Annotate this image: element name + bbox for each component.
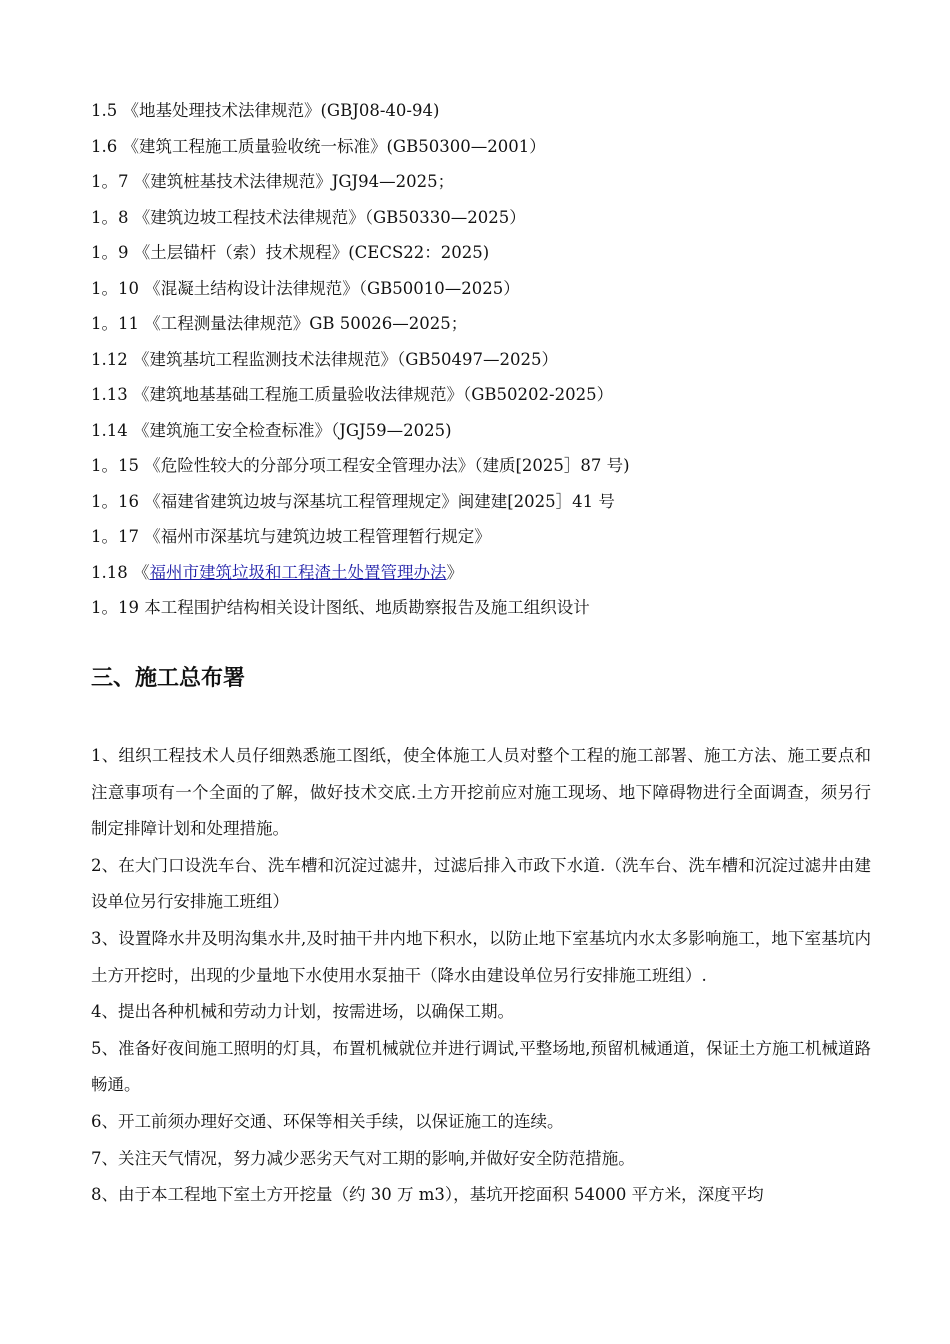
paragraph: 8、由于本工程地下室土方开挖量（约 30 万 m3），基坑开挖面积 54000 平方米，深度平均 <box>91 1185 764 1205</box>
section-body <box>91 738 871 1214</box>
reference-text: 《工程测量法律规范》GB 50026—2025； <box>144 314 468 333</box>
reference-number: 1。16 <box>91 491 139 511</box>
reference-item <box>91 204 871 240</box>
reference-text: 《福建省建筑边坡与深基坑工程管理规定》闽建建[2025］41 号 <box>144 491 615 511</box>
reference-text: 本工程围护结构相关设计图纸、地质勘察报告及施工组织设计 <box>144 598 590 617</box>
section-heading: 三、施工总布署 <box>91 665 246 691</box>
reference-number: 1.6 <box>91 136 118 156</box>
reference-item <box>91 133 871 169</box>
reference-text: 《建筑边坡工程技术法律规范》（GB50330—2025） <box>133 207 526 227</box>
reference-item <box>91 168 871 204</box>
reference-item <box>91 594 871 630</box>
reference-close-bracket: 》 <box>446 562 463 582</box>
reference-number: 1。7 <box>91 172 129 191</box>
reference-number: 1.14 <box>91 420 128 440</box>
reference-open-bracket: 《 <box>133 562 150 582</box>
reference-item <box>91 310 871 346</box>
reference-item <box>91 239 871 275</box>
reference-number: 1.18 <box>91 562 128 582</box>
reference-number: 1.5 <box>91 101 118 120</box>
paragraph: 2、在大门口设洗车台、洗车槽和沉淀过滤井，过滤后排入市政下水道.（洗车台、洗车槽和沉淀过滤井由建设单位另行安排施工班组） <box>91 855 871 912</box>
reference-item <box>91 417 871 453</box>
reference-text: 《建筑地基基础工程施工质量验收法律规范》（GB50202-2025） <box>133 385 614 404</box>
reference-item <box>91 97 871 133</box>
reference-text: 《危险性较大的分部分项工程安全管理办法》（建质[2025］87 号) <box>144 456 630 475</box>
paragraph: 6、开工前须办理好交通、环保等相关手续，以保证施工的连续。 <box>91 1111 564 1131</box>
reference-item <box>91 488 871 524</box>
reference-number: 1。8 <box>91 207 129 227</box>
reference-number: 1.12 <box>91 349 128 369</box>
reference-number: 1。9 <box>91 243 129 262</box>
paragraph: 4、提出各种机械和劳动力计划，按需进场，以确保工期。 <box>91 1002 514 1022</box>
paragraph: 5、准备好夜间施工照明的灯具，布置机械就位并进行调试,平整场地,预留机械通道，保证土方施工机械道路畅通。 <box>91 1038 871 1095</box>
reference-text: 《土层锚杆（索）技术规程》(CECS22：2025) <box>133 243 490 262</box>
reference-text: 《福州市深基坑与建筑边坡工程管理暂行规定》 <box>144 527 491 546</box>
reference-text: 《地基处理技术法律规范》(GBJ08-40-94) <box>122 101 440 120</box>
reference-number: 1.13 <box>91 385 128 404</box>
reference-text: 《建筑施工安全检查标准》（JGJ59—2025) <box>133 420 452 440</box>
reference-item <box>91 559 871 595</box>
reference-text: 《建筑桩基技术法律规范》JGJ94—2025； <box>133 172 455 191</box>
reference-number: 1。19 <box>91 598 139 617</box>
reference-item <box>91 452 871 488</box>
reference-link[interactable]: 福州市建筑垃圾和工程渣土处置管理办法 <box>149 562 447 582</box>
reference-number: 1。15 <box>91 456 139 475</box>
paragraph: 1、组织工程技术人员仔细熟悉施工图纸，使全体施工人员对整个工程的施工部署、施工方法、施工要点和注意事项有一个全面的了解，做好技术交底.土方开挖前应对施工现场、地下障碍物进行全面调查，须另行制定排障计划和处理措施。 <box>91 746 871 839</box>
reference-item <box>91 523 871 559</box>
reference-number: 1。10 <box>91 278 139 298</box>
reference-item <box>91 275 871 311</box>
reference-text: 《混凝土结构设计法律规范》（GB50010—2025） <box>144 278 520 298</box>
reference-number: 1。11 <box>91 314 139 333</box>
paragraph: 7、关注天气情况，努力减少恶劣天气对工期的影响,并做好安全防范措施。 <box>91 1148 635 1168</box>
paragraph: 3、设置降水井及明沟集水井,及时抽干井内地下积水，以防止地下室基坑内水太多影响施工，地下室基坑内土方开挖时，出现的少量地下水使用水泵抽干（降水由建设单位另行安排施工班组）. <box>91 928 871 985</box>
reference-text: 《建筑基坑工程监测技术法律规范》（GB50497—2025） <box>133 349 559 369</box>
reference-number: 1。17 <box>91 527 139 546</box>
reference-text: 《建筑工程施工质量验收统一标准》(GB50300—2001） <box>122 136 546 156</box>
reference-item <box>91 346 871 382</box>
reference-list <box>91 97 871 630</box>
reference-item <box>91 381 871 417</box>
